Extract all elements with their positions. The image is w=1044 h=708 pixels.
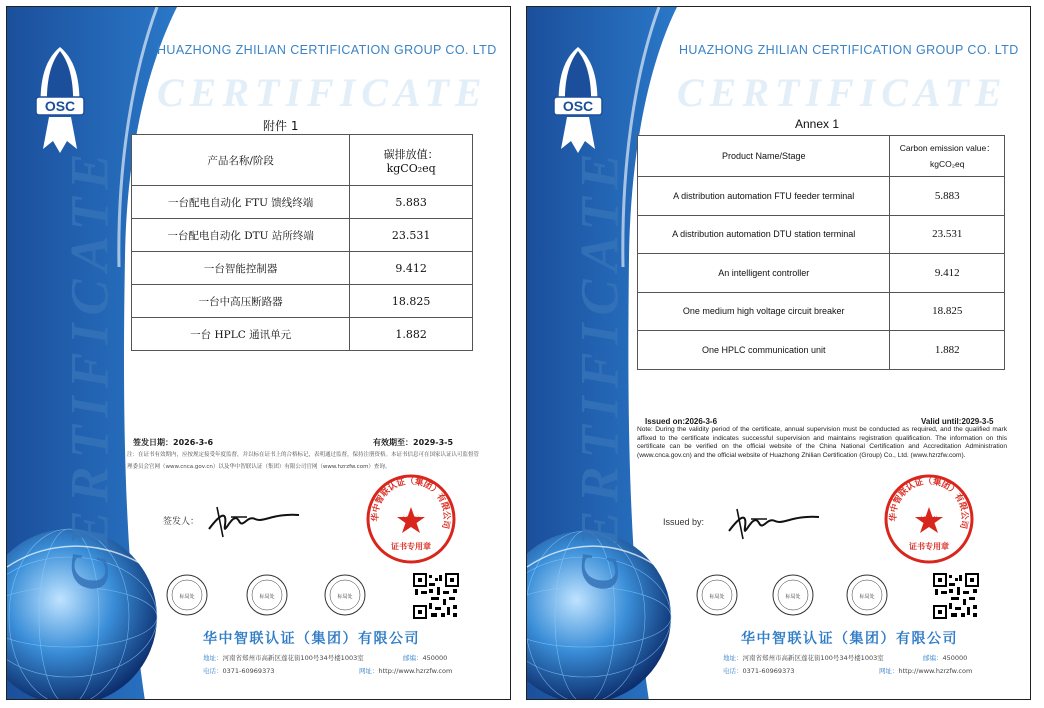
stamp-text: 标局处	[859, 594, 875, 600]
supervision-stamp	[245, 573, 289, 617]
carbon-value: 18.825	[890, 292, 1005, 331]
product-name: An intelligent controller	[638, 254, 890, 293]
carbon-value: 9.412	[350, 252, 473, 285]
address-value: 河南省郑州市高新区莲花街100号34号楼1003室	[222, 654, 364, 662]
certificate-watermark: CERTIFICATE	[677, 70, 1008, 115]
stamp-text: 标局处	[785, 594, 801, 600]
issue-date: Issued on:2026-3-6	[645, 417, 718, 426]
table-row	[132, 285, 473, 318]
certificate-watermark: CERTIFICATE	[157, 70, 488, 115]
phone-label: 电话：	[203, 667, 223, 675]
seal-bottom-text: 证书专用章	[391, 542, 431, 551]
header-value-line1: Carbon emission value：	[899, 143, 995, 153]
supervision-stamp	[771, 573, 815, 617]
carbon-value: 1.882	[890, 331, 1005, 370]
handwritten-signature	[723, 501, 823, 545]
product-name: One medium high voltage circuit breaker	[638, 292, 890, 331]
product-name: A distribution automation DTU station terminal	[638, 215, 890, 254]
supervision-stamp	[845, 573, 889, 617]
annex-title: Annex 1	[795, 117, 840, 131]
website-link[interactable]: http://www.hzrzfw.com	[898, 667, 973, 675]
supervision-stamp	[165, 573, 209, 617]
issuer-label: 签发人：	[163, 517, 200, 527]
address-value: 河南省郑州市高新区莲花街100号34号楼1003室	[742, 654, 884, 662]
product-name: 一台配电自动化 FTU 馈线终端	[132, 186, 350, 219]
website-label: 网址：	[359, 667, 379, 675]
header-carbon-value	[890, 136, 1005, 177]
carbon-value: 5.883	[350, 186, 473, 219]
table-row	[132, 318, 473, 351]
product-name: One HPLC communication unit	[638, 331, 890, 370]
table-row	[132, 186, 473, 219]
issuer-name-cn: 华中智联认证（集团）有限公司	[741, 631, 958, 647]
table-row	[638, 331, 1005, 370]
website-label: 网址：	[879, 667, 899, 675]
annex-title: 附件 1	[263, 119, 299, 133]
header-value-line1: 碳排放值：	[383, 147, 439, 161]
certificate-page-english	[526, 6, 1031, 700]
carbon-value: 5.883	[890, 177, 1005, 216]
supervision-stamp	[695, 573, 739, 617]
osc-logo	[29, 45, 91, 157]
seal-bottom-text: 证书专用章	[909, 542, 949, 551]
carbon-value: 18.825	[350, 285, 473, 318]
footer-address-line	[203, 653, 463, 662]
supervision-note: Note: During the validity period of the certificate, annual supervision must be conducted as required, and the qualified mark affixed to the certificate indicates successful supervision and maintains registration qualification. The information on this certificate can be verified on the official website of the China National Certification and Accreditation Administration (www.cnca.gov.cn) and the official website of Huazhong Zhilian Certification (Group) Co., Ltd. (www.hzrzfw.com).	[637, 426, 1007, 459]
footer-contact-line	[203, 666, 463, 675]
seal-text: 华中智联认证（集团）有限公司	[370, 476, 452, 530]
header-product-name: Product Name/Stage	[638, 136, 890, 177]
address-label: 地址：	[203, 654, 223, 662]
carbon-emission-table	[637, 135, 1005, 370]
logo-text: OSC	[562, 98, 594, 114]
carbon-value: 23.531	[350, 219, 473, 252]
phone-value: 0371-60969373	[742, 667, 795, 675]
carbon-value: 1.882	[350, 318, 473, 351]
table-row	[132, 252, 473, 285]
header-value-line2: kgCO₂eq	[386, 161, 436, 175]
table-row	[638, 254, 1005, 293]
certificate-page-chinese	[6, 6, 511, 700]
header-carbon-value	[350, 135, 473, 186]
product-name: 一台智能控制器	[132, 252, 350, 285]
vertical-watermark: CERTIFICATE	[569, 145, 630, 591]
header-product-name: 产品名称/阶段	[132, 135, 350, 186]
supervision-note: 注：在证书有效期内，应按规定接受年度监督，并以标在证书上的合格标记，表明通过监督，保持注册资格。本证书信息可在国家认证认可监督管理委员会官网（www.cnca.gov.cn）以及华中智联认证（集团）有限公司官网（www.hzrzfw.com）查询。	[127, 452, 480, 470]
stamp-text: 标局处	[337, 594, 353, 600]
postcode-label: 邮编：	[923, 654, 943, 662]
table-header-row	[638, 136, 1005, 177]
handwritten-signature	[203, 499, 303, 543]
product-name: 一台中高压断路器	[132, 285, 350, 318]
header-value-line2: kgCO₂eq	[929, 159, 965, 169]
table-row	[132, 219, 473, 252]
seal-center-text: （盖章）	[398, 516, 424, 523]
issuer-name-en: HUAZHONG ZHILIAN CERTIFICATION GROUP CO. LTD	[679, 43, 1019, 57]
valid-until-date: 有效期至：2029-3-5	[373, 438, 454, 447]
stamp-text: 标局处	[259, 594, 275, 600]
qr-code	[933, 573, 979, 619]
phone-label: 电话：	[723, 667, 743, 675]
table-row	[638, 215, 1005, 254]
postcode-value: 450000	[942, 654, 968, 662]
issuer-name-en: HUAZHONG ZHILIAN CERTIFICATION GROUP CO. LTD	[157, 43, 497, 57]
table-row	[638, 292, 1005, 331]
seal-center-text: （Seal）	[916, 516, 942, 523]
footer-address-line	[723, 653, 983, 662]
table-header-row	[132, 135, 473, 186]
supervision-stamp	[323, 573, 367, 617]
issuer-name-cn: 华中智联认证（集团）有限公司	[203, 631, 420, 647]
official-red-seal	[365, 473, 457, 565]
product-name: 一台配电自动化 DTU 站所终端	[132, 219, 350, 252]
footer-contact-line	[723, 666, 983, 675]
carbon-emission-table	[131, 134, 473, 351]
qr-code	[413, 573, 459, 619]
seal-text: 华中智联认证（集团）有限公司	[888, 476, 970, 530]
website-link[interactable]: http://www.hzrzfw.com	[378, 667, 453, 675]
product-name: 一台 HPLC 通讯单元	[132, 318, 350, 351]
logo-text: OSC	[44, 98, 76, 114]
official-red-seal	[883, 473, 975, 565]
address-label: 地址：	[723, 654, 743, 662]
table-row	[638, 177, 1005, 216]
osc-logo	[547, 45, 609, 157]
postcode-label: 邮编：	[403, 654, 423, 662]
valid-until-date: Valid until:2029-3-5	[921, 417, 994, 426]
carbon-value: 23.531	[890, 215, 1005, 254]
issue-date: 签发日期：2026-3-6	[133, 438, 214, 447]
carbon-value: 9.412	[890, 254, 1005, 293]
vertical-watermark: CERTIFICATE	[59, 145, 120, 591]
stamp-text: 标局处	[179, 594, 195, 600]
product-name: A distribution automation FTU feeder terminal	[638, 177, 890, 216]
postcode-value: 450000	[422, 654, 448, 662]
phone-value: 0371-60969373	[222, 667, 275, 675]
stamp-text: 标局处	[709, 594, 725, 600]
issuer-label: Issued by:	[663, 517, 705, 527]
